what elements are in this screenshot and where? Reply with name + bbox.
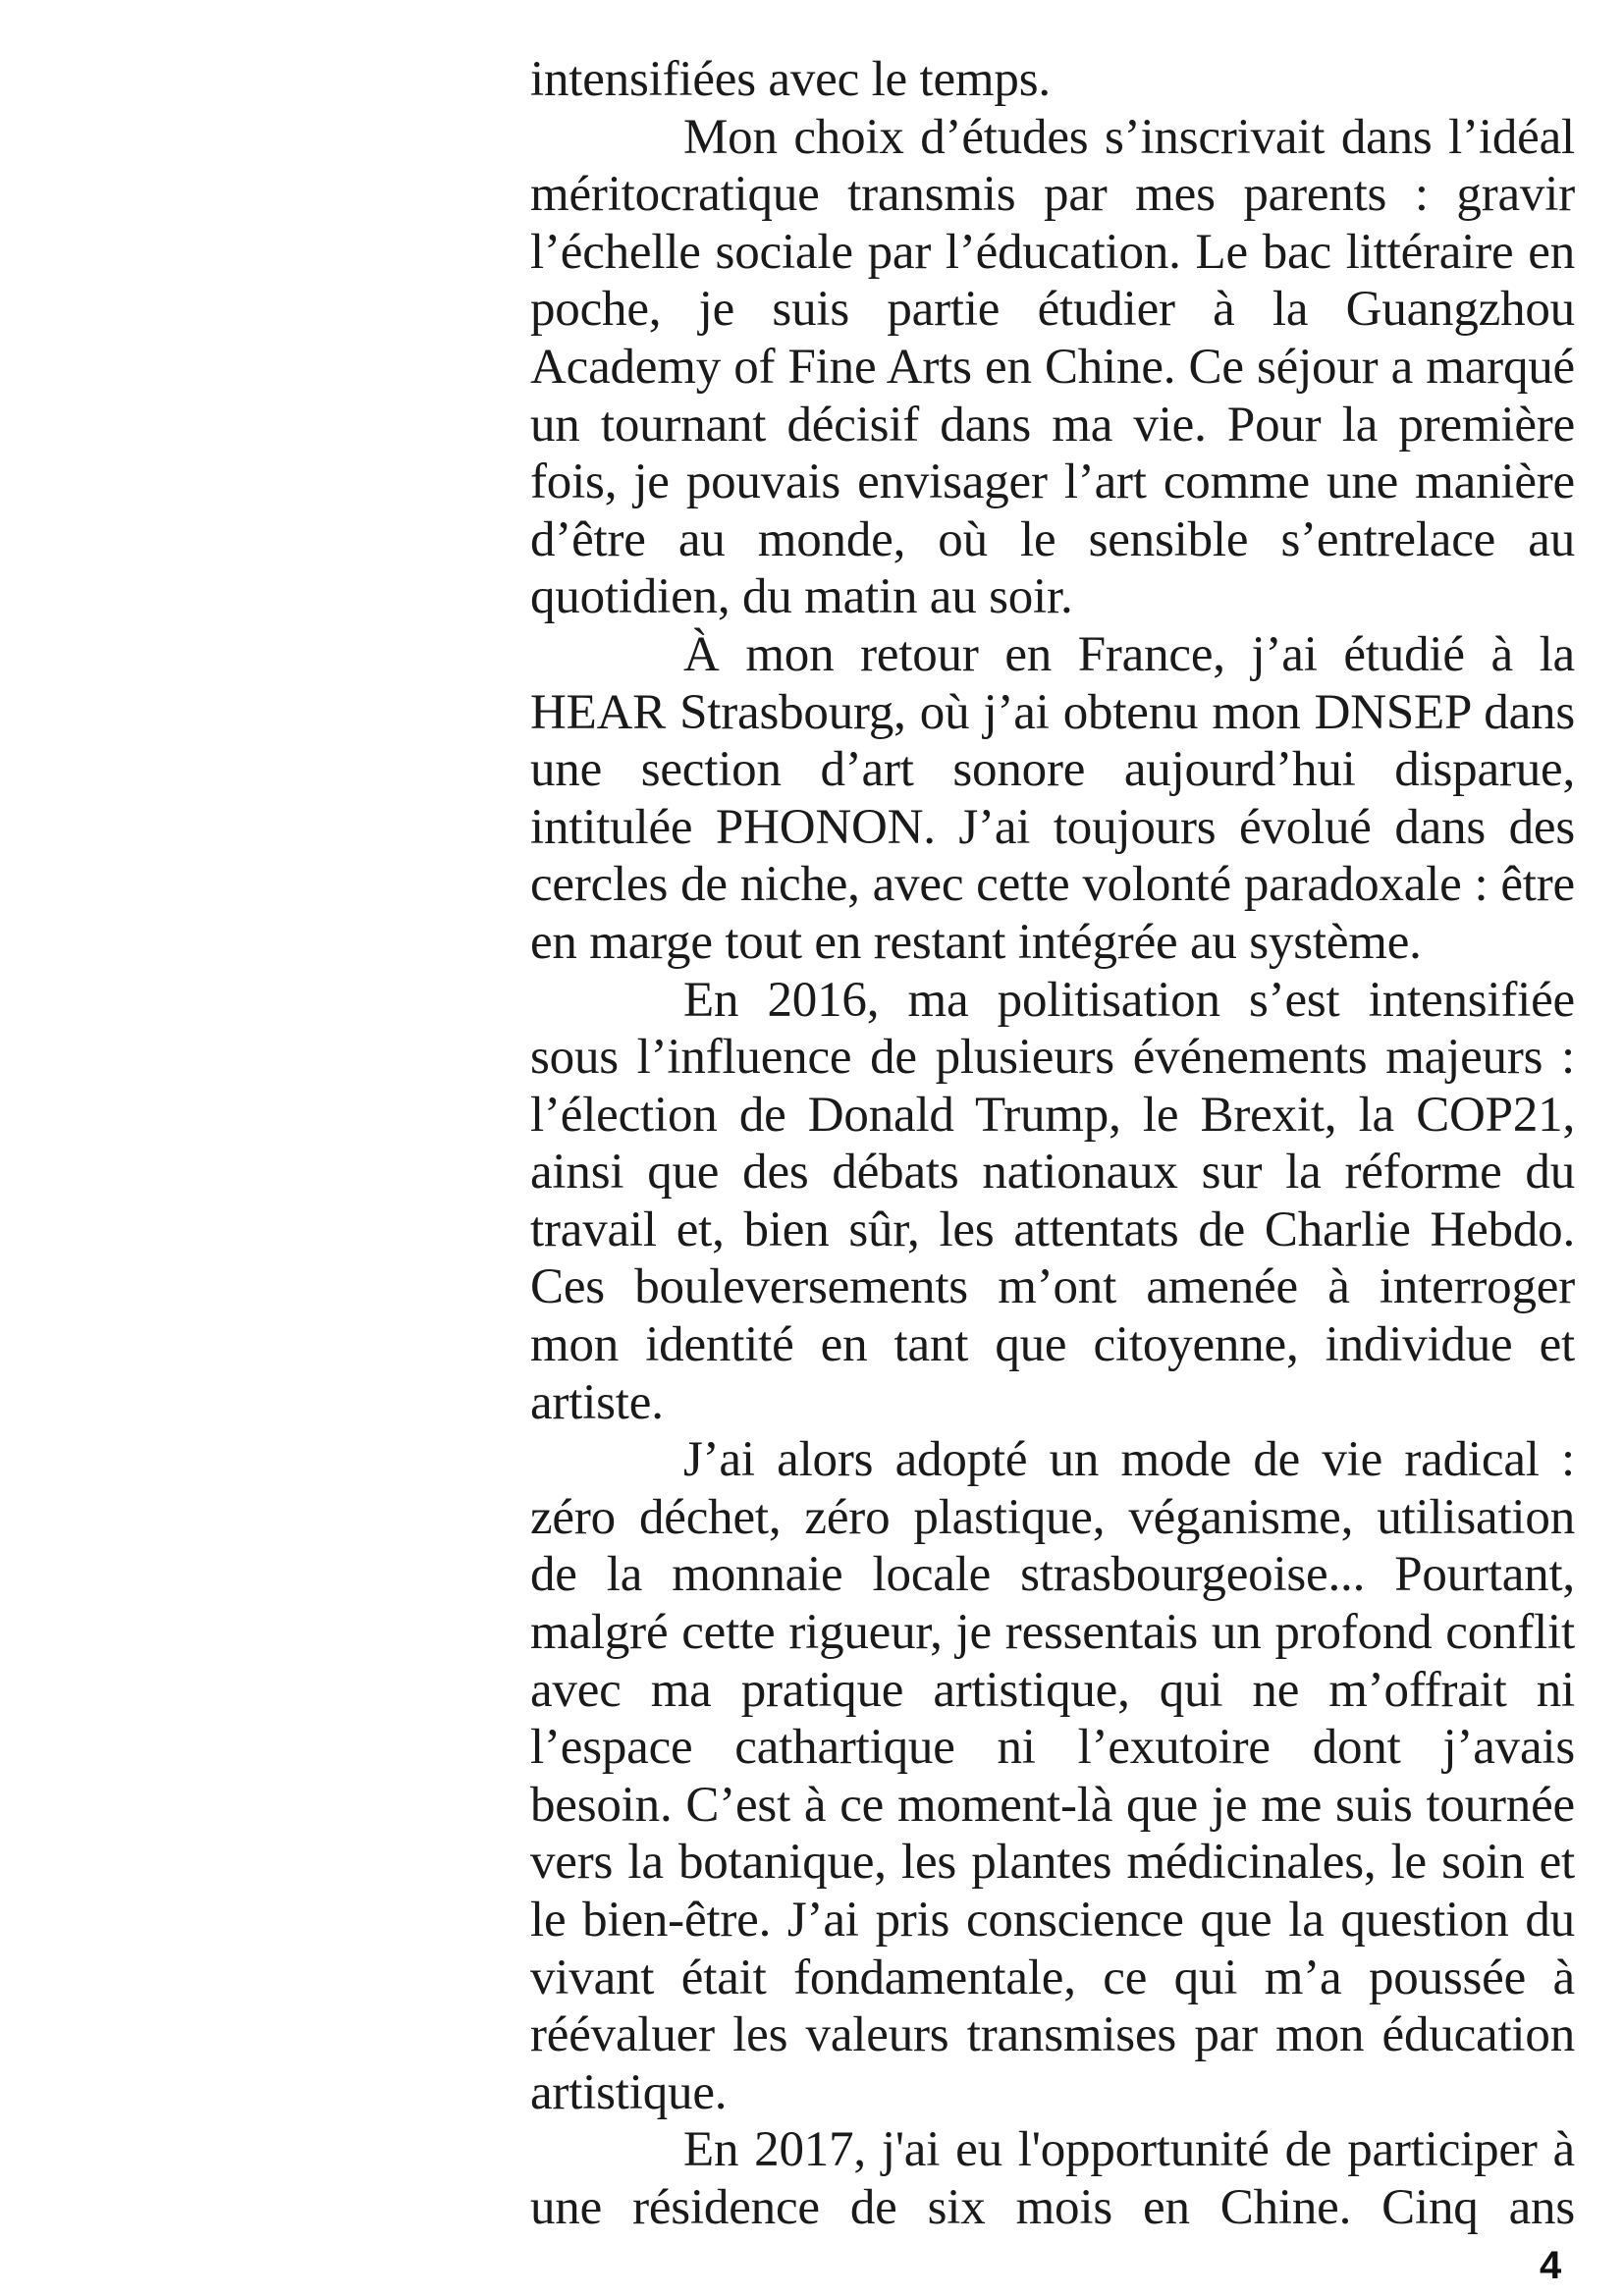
body-text bbox=[530, 51, 1575, 2237]
paragraph-lifestyle: J’ai alors adopté un mode de vie radical : zéro déchet, zéro plastique, véganisme, utilisation de la monnaie locale strasbourgeoise... Pourtant, malgré cette rigueur, je ressentais un profond conflit avec ma pratique artistique, qui ne m’offrait ni l’espace cathartique ni l’exutoire dont j’avais besoin. C’est à ce moment-là que je me suis tournée vers la botanique, les plantes médicinales, le soin et le bien-être. J’ai pris conscience que la question du vivant était fondamentale, ce qui m’a poussée à réévaluer les valeurs transmises par mon éducation artistique. bbox=[530, 1432, 1575, 2120]
paragraph-studies: Mon choix d’études s’inscrivait dans l’idéal méritocratique transmis par mes parents : gravir l’échelle sociale par l’éducation. Le bac littéraire en poche, je suis partie étudier à la Guangzhou Academy of Fine Arts en Chine. Ce séjour a marqué un tournant décisif dans ma vie. Pour la première fois, je pouvais envisager l’art comme une manière d’être au monde, où le sensible s’entrelace au quotidien, du matin au soir. bbox=[530, 109, 1575, 625]
paragraph-politicization: En 2016, ma politisation s’est intensifiée sous l’influence de plusieurs événements majeurs : l’élection de Donald Trump, le Brexit, la COP21, ainsi que des débats nationaux sur la réforme du travail et, bien sûr, les attentats de Charlie Hebdo. Ces bouleversements m’ont amenée à interroger mon identité en tant que citoyenne, individue et artiste. bbox=[530, 972, 1575, 1430]
page-number: 4 bbox=[1540, 2244, 1562, 2287]
paragraph-residency: En 2017, j'ai eu l'opportunité de participer à une résidence de six mois en Chine. Cinq ans bbox=[530, 2122, 1575, 2235]
paragraph-continuation: intensifiées avec le temps. bbox=[530, 52, 1051, 107]
paragraph-return-france: À mon retour en France, j’ai étudié à la HEAR Strasbourg, où j’ai obtenu mon DNSEP dans une section d’art sonore aujourd’hui disparue, intitulée PHONON. J’ai toujours évolué dans des cercles de niche, avec cette volonté paradoxale : être en marge tout en restant intégrée au système. bbox=[530, 626, 1575, 970]
